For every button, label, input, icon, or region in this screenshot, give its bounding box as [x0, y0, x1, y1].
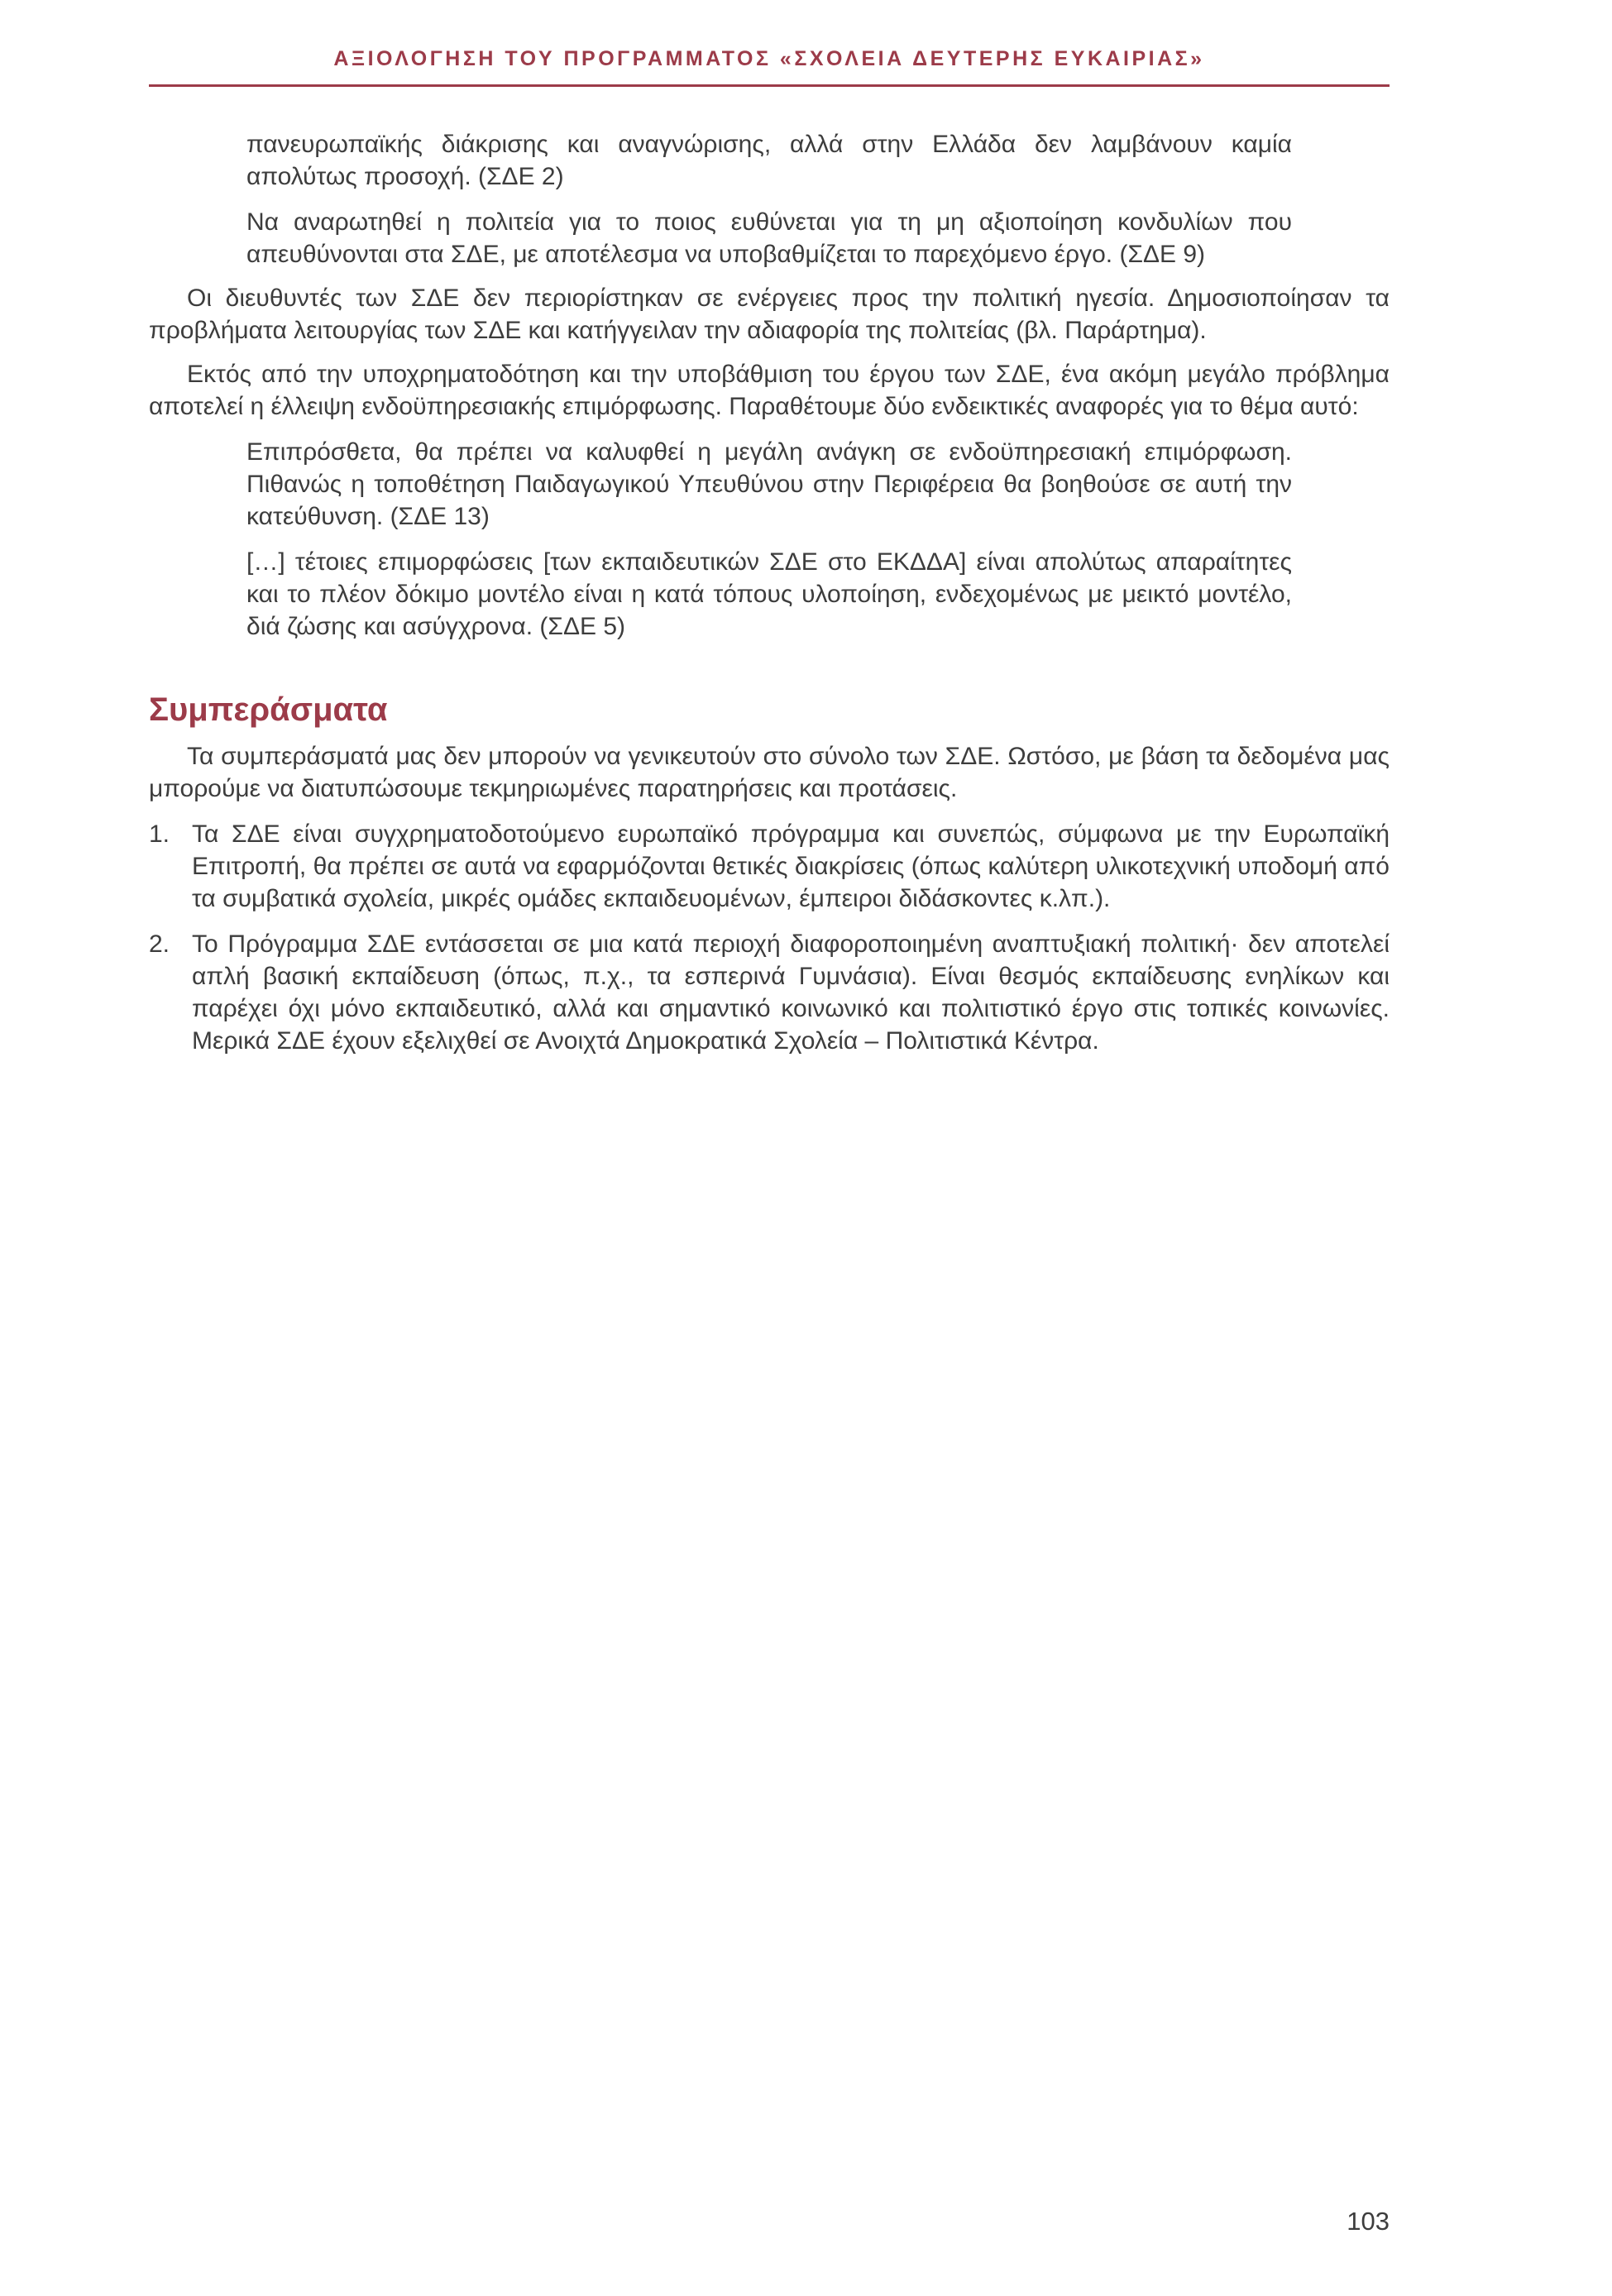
page-number: 103 — [1347, 2207, 1390, 2236]
paragraph-1: Οι διευθυντές των ΣΔΕ δεν περιορίστηκαν σε ενέργειες προς την πολιτική ηγεσία. Δημοσιοποίησαν τα προβλήματα λειτουργίας των ΣΔΕ και κατήγγειλαν την αδιαφορία της πολιτείας (βλ. Παράρτημα). — [149, 285, 1390, 344]
list-number-1: 1. — [149, 820, 170, 848]
list-number-2: 2. — [149, 930, 170, 958]
block-quote-1: πανευρωπαϊκής διάκρισης και αναγνώρισης, αλλά στην Ελλάδα δεν λαμβάνουν καμία απολύτως προσοχή. (ΣΔΕ 2) — [246, 131, 1292, 190]
section-heading: Συμπεράσματα — [149, 691, 388, 728]
list-item-1 — [149, 818, 1390, 915]
page-header — [149, 46, 1390, 87]
header-rule — [149, 84, 1390, 87]
paragraph-2: Εκτός από την υποχρηματοδότηση και την υποβάθμιση του έργου των ΣΔΕ, ένα ακόμη μεγάλο πρόβλημα αποτελεί η έλλειψη ενδοϋπηρεσιακής επιμόρφωσης. Παραθέτουμε δύο ενδεικτικές αναφορές για το θέμα αυτό: — [149, 361, 1390, 420]
paragraph-3: Τα συμπεράσματά μας δεν μπορούν να γενικευτούν στο σύνολο των ΣΔΕ. Ωστόσο, με βάση τα δεδομένα μας μπορούμε να διατυπώσουμε τεκμηριωμένες παρατηρήσεις και προτάσεις. — [149, 743, 1390, 802]
running-header-title: ΑΞΙΟΛΟΓΗΣΗ ΤΟΥ ΠΡΟΓΡΑΜΜΑΤΟΣ «ΣΧΟΛΕΙΑ ΔΕΥΤΕΡΗΣ ΕΥΚΑΙΡΙΑΣ» — [333, 47, 1205, 70]
block-quote-2: Να αναρωτηθεί η πολιτεία για το ποιος ευθύνεται για τη μη αξιοποίηση κονδυλίων που απευθύνονται στα ΣΔΕ, με αποτέλεσμα να υποβαθμίζεται το παρεχόμενο έργο. (ΣΔΕ 9) — [246, 208, 1292, 268]
list-item-2 — [149, 928, 1390, 1057]
block-quote-3: Επιπρόσθετα, θα πρέπει να καλυφθεί η μεγάλη ανάγκη σε ενδοϋπηρεσιακή επιμόρφωση. Πιθανώς η τοποθέτηση Παιδαγωγικού Υπευθύνου στην Περιφέρεια θα βοηθούσε σε αυτή την κατεύθυνση. (ΣΔΕ 13) — [246, 438, 1292, 530]
content-frame — [149, 0, 1390, 1057]
list-text-1: Τα ΣΔΕ είναι συγχρηματοδοτούμενο ευρωπαϊκό πρόγραμμα και συνεπώς, σύμφωνα με την Ευρωπαϊκή Επιτροπή, θα πρέπει σε αυτά να εφαρμόζονται θετικές διακρίσεις (όπως καλύτερη υλικοτεχνική υποδομή από τα συμβατικά σχολεία, μικρές ομάδες εκπαιδευομένων, έμπειροι διδάσκοντες κ.λπ.). — [192, 820, 1390, 912]
block-quote-4: […] τέτοιες επιμορφώσεις [των εκπαιδευτικών ΣΔΕ στο ΕΚΔΔΑ] είναι απολύτως απαραίτητες και το πλέον δόκιμο μοντέλο είναι η κατά τόπους υλοποίηση, ενδεχομένως με μεικτό μοντέλο, διά ζώσης και ασύγχρονα. (ΣΔΕ 5) — [246, 548, 1292, 640]
list-text-2: Το Πρόγραμμα ΣΔΕ εντάσσεται σε μια κατά περιοχή διαφοροποιημένη αναπτυξιακή πολιτική· δεν αποτελεί απλή βασική εκπαίδευση (όπως, π.χ., τα εσπερινά Γυμνάσια). Είναι θεσμός εκπαίδευσης ενηλίκων και παρέχει όχι μόνο εκπαιδευτικό, αλλά και σημαντικό κοινωνικό και πολιτιστικό έργο στις τοπικές κοινωνίες. Μερικά ΣΔΕ έχουν εξελιχθεί σε Ανοιχτά Δημοκρατικά Σχολεία – Πολιτιστικά Κέντρα. — [192, 930, 1390, 1055]
page-body — [149, 128, 1390, 1057]
